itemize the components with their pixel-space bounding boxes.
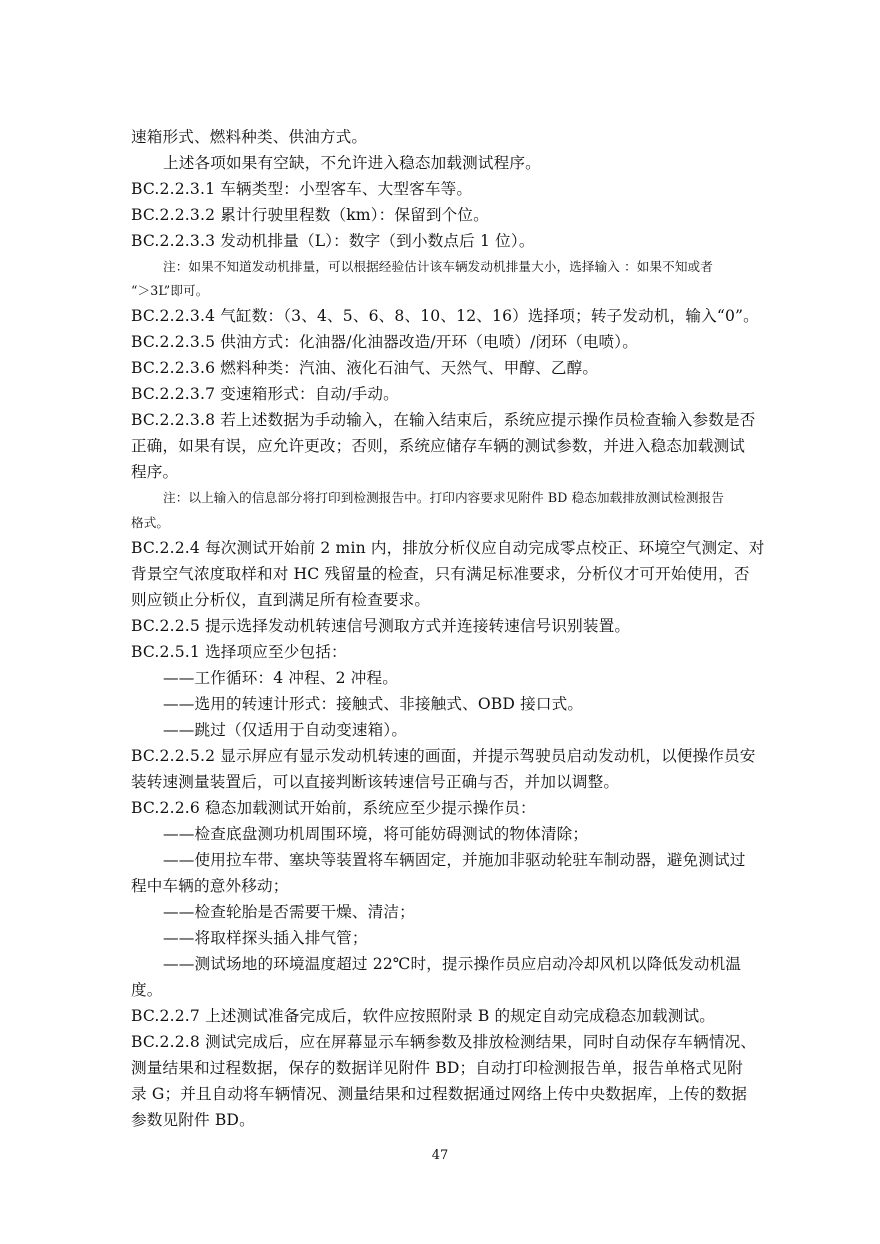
list-item: ——检查底盘测功机周围环境，将可能妨碍测试的物体清除； — [163, 825, 589, 843]
list-item: ——测试场地的环境温度超过 22℃时，提示操作员应启动冷却风机以降低发动机温 — [163, 955, 742, 973]
clause-line: BC.2.2.3.2 累计行驶里程数（km）：保留到个位。 — [131, 206, 489, 224]
paragraph-line: 背景空气浓度取样和对 HC 残留量的检查，只有满足标准要求，分析仪才可开始使用，否 — [131, 565, 750, 583]
note-line: 格式。 — [131, 515, 170, 530]
clause-line: BC.2.2.3.4 气缸数：（3、4、5、6、8、10、12、16）选择项；转子发动机，输入“0”。 — [131, 307, 759, 325]
list-item: ——跳过（仅适用于自动变速箱）。 — [163, 721, 408, 739]
paragraph-line: 装转速测量装置后，可以直接判断该转速信号正确与否，并加以调整。 — [131, 773, 620, 791]
clause-line: BC.2.2.7 上述测试准备完成后，软件应按照附录 B 的规定自动完成稳态加载测试。 — [131, 1007, 715, 1025]
note-line: 注：如果不知道发动机排量，可以根据经验估计该车辆发动机排量大小，选择输入 ：如果不知或者 — [163, 259, 713, 274]
clause-line: BC.2.2.3.5 供油方式：化油器/化油器改造/开环（电喷）/闭环（电喷）。 — [131, 333, 638, 351]
paragraph-line: 参数见附件 BD。 — [131, 1111, 255, 1129]
clause-line: BC.2.2.3.6 燃料种类：汽油、液化石油气、天然气、甲醇、乙醇。 — [131, 359, 599, 377]
paragraph-line: 度。 — [131, 981, 163, 999]
clause-line: BC.2.2.8 测试完成后，应在屏幕显示车辆参数及排放检测结果，同时自动保存车辆情况、 — [131, 1033, 757, 1051]
list-item: ——选用的转速计形式：接触式、非接触式、OBD 接口式。 — [163, 695, 584, 713]
clause-line: BC.2.2.3.1 车辆类型：小型客车、大型客车等。 — [131, 180, 473, 198]
note-line: 注：以上输入的信息部分将打印到检测报告中。打印内容要求见附件 BD 稳态加载排放测试检测报告 — [163, 490, 724, 505]
paragraph-line: 录 G；并且自动将车辆情况、测量结果和过程数据通过网络上传中央数据库，上传的数据 — [131, 1085, 747, 1103]
clause-line: BC.2.2.6 稳态加载测试开始前，系统应至少提示操作员： — [131, 799, 536, 817]
paragraph-line: 程序。 — [131, 463, 179, 481]
list-item: ——将取样探头插入排气管； — [163, 929, 368, 947]
list-item: ——工作循环：4 冲程、2 冲程。 — [163, 669, 399, 687]
list-item: ——使用拉车带、塞块等装置将车辆固定，并施加非驱动轮驻车制动器，避免测试过 — [163, 851, 746, 869]
clause-line: BC.2.2.4 每次测试开始前 2 min 内，排放分析仪应自动完成零点校正、环境空气测定、对 — [131, 539, 765, 557]
paragraph-line: 则应锁止分析仪，直到满足所有检查要求。 — [131, 591, 431, 609]
paragraph-line: 程中车辆的意外移动； — [131, 877, 289, 895]
clause-line: BC.2.2.5 提示选择发动机转速信号测取方式并连接转速信号识别装置。 — [131, 617, 631, 635]
clause-line: BC.2.2.3.3 发动机排量（L）：数字（到小数点后 1 位）。 — [131, 232, 535, 250]
paragraph-line: 速箱形式、燃料种类、供油方式。 — [131, 128, 368, 146]
clause-line: BC.2.2.3.7 变速箱形式：自动/手动。 — [131, 385, 399, 403]
list-item: ——检查轮胎是否需要干燥、清洁； — [163, 903, 415, 921]
paragraph-line: 测量结果和过程数据，保存的数据详见附件 BD；自动打印检测报告单，报告单格式见附 — [131, 1059, 743, 1077]
page-number: 47 — [431, 1148, 449, 1163]
paragraph-line: 上述各项如果有空缺，不允许进入稳态加载测试程序。 — [163, 154, 541, 172]
note-line: “＞3L”即可。 — [131, 283, 209, 298]
clause-line: BC.2.2.3.8 若上述数据为手动输入，在输入结束后，系统应提示操作员检查输入参数是否 — [131, 411, 756, 429]
clause-line: BC.2.5.1 选择项应至少包括： — [131, 643, 347, 661]
clause-line: BC.2.2.5.2 显示屏应有显示发动机转速的画面，并提示驾驶员启动发动机，以便操作员安 — [131, 747, 756, 765]
paragraph-line: 正确，如果有误，应允许更改；否则，系统应储存车辆的测试参数，并进入稳态加载测试 — [131, 437, 746, 455]
